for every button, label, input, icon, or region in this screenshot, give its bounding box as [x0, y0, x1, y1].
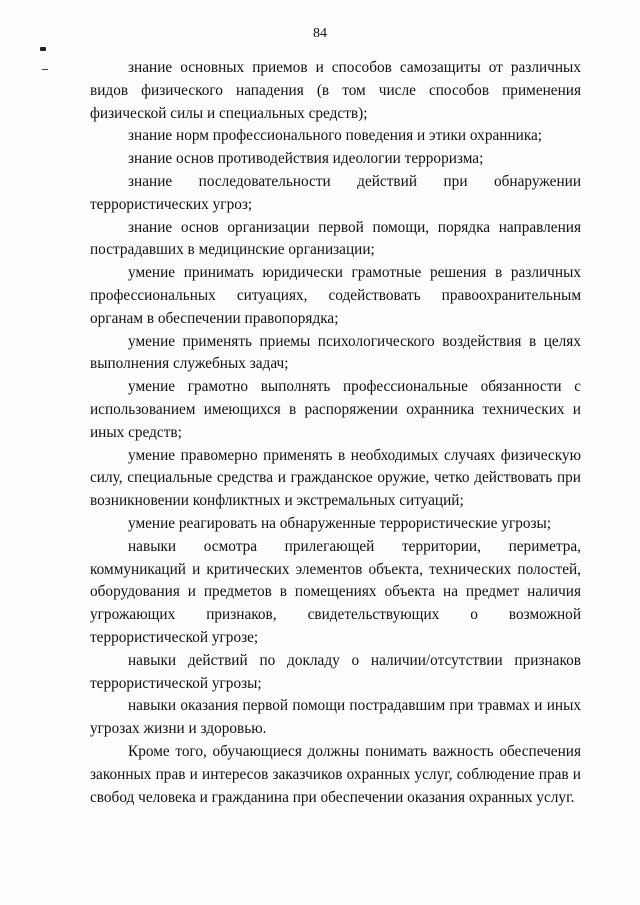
- paragraph: умение реагировать на обнаруженные террористические угрозы;: [128, 514, 552, 532]
- paragraph: умение принимать юридически грамотные решения в различных профессиональных ситуациях, содействовать правоохранительным органам в обеспечении правопорядка;: [90, 264, 581, 327]
- paragraph: знание основ организации первой помощи, порядка направления пострадавших в медицинские организации;: [90, 218, 581, 259]
- scan-mark-dash: [42, 69, 48, 70]
- paragraph: умение правомерно применять в необходимых случаях физическую силу, специальные средства и гражданское оружие, четко действовать при возникновении конфликтных и экстремальных ситуаций;: [90, 446, 581, 510]
- paragraph: умение грамотно выполнять профессиональные обязанности с использованием имеющихся в распоряжении охранника технических и иных средств;: [90, 378, 581, 441]
- paragraph: знание норм профессионального поведения и этики охранника;: [128, 127, 543, 145]
- document-body: [90, 57, 581, 809]
- paragraph: навыки осмотра прилегающей территории, периметра, коммуникаций и критических элементов объекта, технических полостей, оборудования и предметов в помещениях объекта на предмет наличия угрожающих признаков, свидетельствующих о возможной террористической угрозе;: [90, 537, 581, 646]
- paragraph: знание основных приемов и способов самозащиты от различных видов физического нападения (в том числе способов применения физической силы и специальных средств);: [90, 59, 581, 122]
- paragraph: умение применять приемы психологического воздействия в целях выполнения служебных задач;: [90, 332, 581, 373]
- paragraph: знание основ противодействия идеологии терроризма;: [128, 150, 484, 168]
- page-number: 84: [313, 26, 327, 41]
- paragraph: навыки действий по докладу о наличии/отсутствии признаков террористической угрозы;: [90, 651, 581, 692]
- scan-mark: [40, 47, 46, 51]
- paragraph: навыки оказания первой помощи пострадавшим при травмах и иных угрозах жизни и здоровью.: [90, 697, 581, 738]
- paragraph: Кроме того, обучающиеся должны понимать важность обеспечения законных прав и интересов заказчиков охранных услуг, соблюдение прав и свобод человека и гражданина при обеспечении оказания охранных услуг.: [90, 742, 581, 806]
- paragraph: знание последовательности действий при обнаружении террористических угроз;: [90, 172, 581, 213]
